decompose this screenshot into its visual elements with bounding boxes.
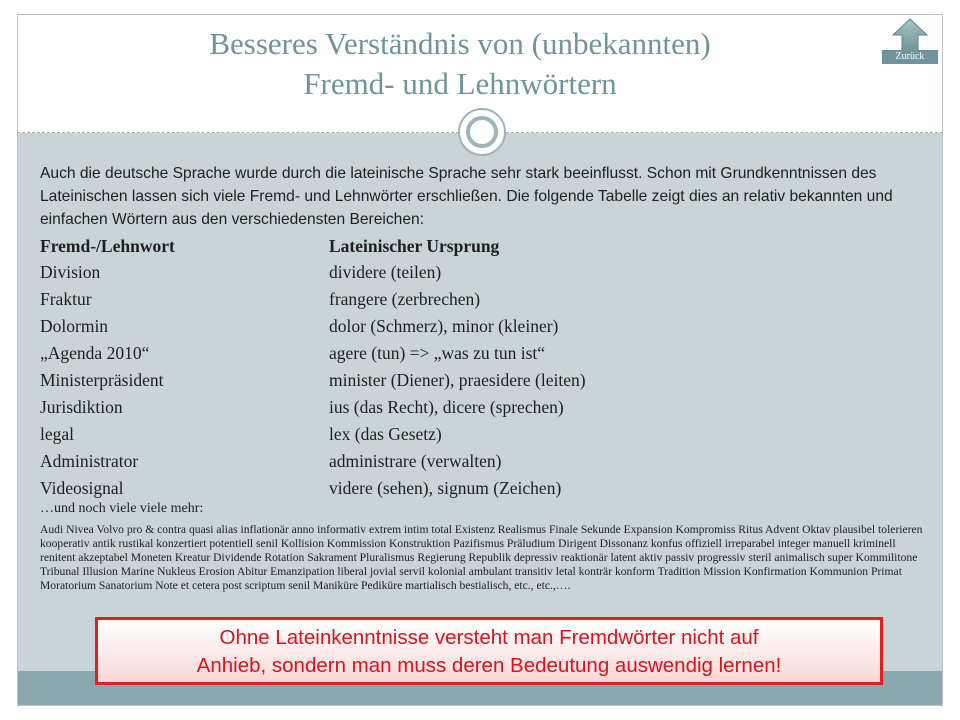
latin-origin: dolor (Schmerz), minor (kleiner) (329, 316, 559, 336)
loanword: Fraktur (40, 289, 92, 309)
table-row (40, 259, 920, 285)
word-list: Audi Nivea Volvo pro & contra quasi alias inflationär anno informativ extrem intim total Existenz Realismus Finale Sekunde Expansion Kompromiss Ritus Advent Oktav plausibel tolerieren kooperativ antik rustikal konzertiert potentiell senil Kollision Kommission Konstruktion Pazifismus Präludium Dirigent Dissonanz konfus offiziell irreparabel integer manuell kriminell renitent akzeptabel Moneten Kreatur Dividende Rotation Sakrament Pluralismus Regierung Republik depressiv reaktionär latent aktiv passiv progressiv steril animalisch super Kommilitone Tribunal Illusion Marine Nukleus Erosion Abitur Emanzipation liberal jovial servil kolonial ambulant transitiv letal konträr konform Tradition Mission Konfirmation Kommunion Primat Moratorium Sanatorium Note et cetera post scriptum senil Maniküre Pediküre martialisch bestialisch, etc., etc.,…. (40, 523, 923, 592)
loanword: Jurisdiktion (40, 397, 123, 417)
table-row (40, 313, 920, 339)
title-line-2: Fremd- und Lehnwörtern (303, 66, 617, 101)
latin-origin: ius (das Recht), dicere (sprechen) (329, 397, 564, 417)
loanword: Administrator (40, 451, 139, 471)
latin-origin: dividere (teilen) (329, 262, 442, 282)
loanword: Division (40, 262, 101, 282)
header-latin-origin: Lateinischer Ursprung (329, 236, 500, 256)
latin-origin: minister (Diener), praesidere (leiten) (329, 370, 586, 390)
latin-origin: administrare (verwalten) (329, 451, 502, 471)
header-loanword: Fremd-/Lehnwort (40, 236, 175, 256)
back-button[interactable] (882, 18, 938, 66)
table-row (40, 367, 920, 393)
slide-title (60, 24, 860, 104)
latin-origin: lex (das Gesetz) (329, 424, 442, 444)
divider-ornament-icon (458, 108, 506, 156)
intro-text: Auch die deutsche Sprache wurde durch die lateinische Sprache sehr stark beeinflusst. Schon mit Grundkenntnissen des Lateinischen lassen sich viele Fremd- und Lehnwörter erschließen. Die folgende Tabelle zeigt dies an relativ bekannten und einfachen Wörtern aus den verschiedensten Bereichen: (40, 165, 893, 228)
warning-box (95, 617, 883, 685)
table-row (40, 286, 920, 312)
table-row (40, 340, 920, 366)
loanword: Ministerpräsident (40, 370, 164, 390)
table-header (40, 233, 920, 259)
loanword: legal (40, 424, 75, 444)
loanword: Dolormin (40, 316, 109, 336)
back-button-label: Zurück (882, 50, 938, 64)
warning-line-2: Anhieb, sondern man muss deren Bedeutung auswendig lernen! (196, 654, 782, 677)
latin-origin: frangere (zerbrechen) (329, 289, 481, 309)
table-row (40, 475, 920, 501)
latin-origin: agere (tun) => „was zu tun ist“ (329, 343, 546, 363)
table-row (40, 394, 920, 420)
table-row (40, 421, 920, 447)
loanword: Videosignal (40, 478, 124, 498)
up-arrow-icon (892, 18, 928, 52)
loanword: „Agenda 2010“ (40, 343, 150, 363)
title-line-1: Besseres Verständnis von (unbekannten) (209, 26, 711, 61)
table-row (40, 448, 920, 474)
latin-origin: videre (sehen), signum (Zeichen) (329, 478, 562, 498)
warning-line-1: Ohne Lateinkenntnisse versteht man Fremdwörter nicht auf (219, 626, 759, 649)
more-label: …und noch viele viele mehr: (40, 501, 204, 516)
